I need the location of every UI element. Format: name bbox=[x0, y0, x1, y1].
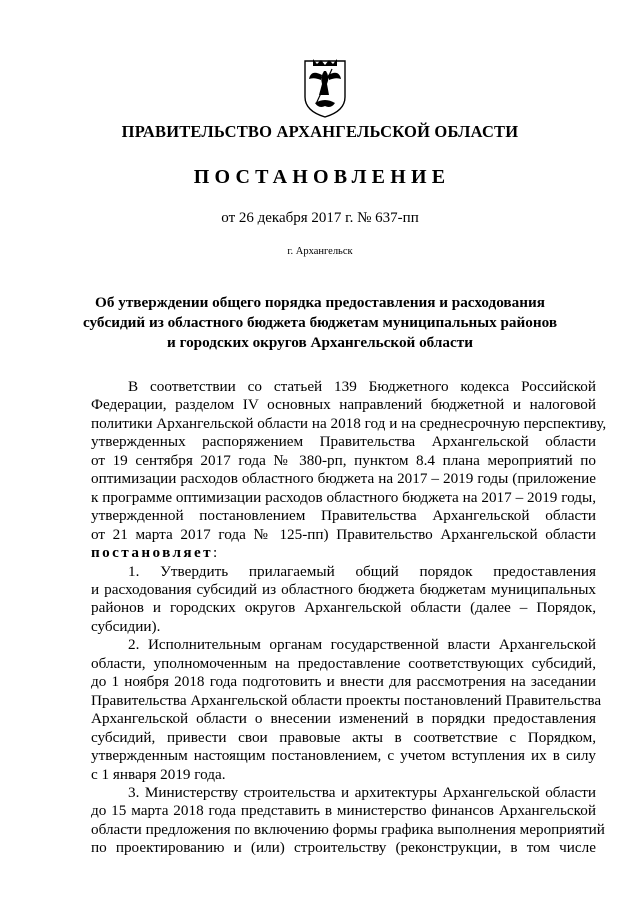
document-title bbox=[0, 293, 640, 353]
text-line: Архангельской области о внесении изменений в порядки предоставления bbox=[91, 710, 596, 728]
text-line: 1. Утвердить прилагаемый общий порядок предоставления bbox=[128, 562, 596, 580]
text-line: к программе оптимизации расходов областного бюджета на 2017 – 2019 годы, bbox=[91, 488, 596, 506]
title-line: Об утверждении общего порядка предоставления и расходования bbox=[95, 294, 545, 311]
text-line: области предложения по включению формы графика выполнения мероприятий bbox=[91, 820, 605, 838]
text-line: от 19 сентября 2017 года № 380-рп, пунктом 8.4 плана мероприятий по bbox=[91, 451, 596, 469]
text-line: и расходования субсидий из областного бюджета бюджетам муниципальных bbox=[91, 580, 596, 598]
text-line: до 1 ноября 2018 года подготовить и внести для рассмотрения на заседании bbox=[91, 673, 596, 691]
paragraph-1 bbox=[91, 563, 596, 637]
arkhangelsk-coat-of-arms-icon bbox=[302, 57, 348, 119]
document-body bbox=[91, 378, 607, 858]
text-line: Федерации, разделом IV основных направлений бюджетной и налоговой bbox=[91, 396, 596, 414]
paragraph-2 bbox=[91, 636, 602, 784]
text-line: по проектированию и (или) строительству (реконструкции, в том числе bbox=[91, 839, 596, 857]
government-name: ПРАВИТЕЛЬСТВО АРХАНГЕЛЬСКОЙ ОБЛАСТИ bbox=[121, 122, 519, 141]
text-line: утвержденной постановлением Правительства Архангельской области bbox=[91, 507, 596, 525]
paragraph-preamble bbox=[91, 378, 607, 563]
text-line: области, уполномоченным на предоставление соответствующих субсидий, bbox=[91, 654, 596, 672]
text-line: субсидии). bbox=[91, 617, 161, 635]
document-date-number: от 26 декабря 2017 г. № 637-пп bbox=[221, 210, 419, 226]
resolves-line bbox=[91, 544, 596, 562]
title-line: субсидий из областного бюджета бюджетам муниципальных районов bbox=[82, 314, 558, 331]
text-line: до 15 марта 2018 года представить в министерство финансов Архангельской bbox=[91, 802, 596, 820]
text-line: субсидий, привести свои правовые акты в соответствие с Порядком, bbox=[91, 728, 596, 746]
document-city: г. Архангельск bbox=[287, 246, 353, 257]
paragraph-3 bbox=[91, 783, 605, 858]
title-line: и городских округов Архангельской области bbox=[167, 334, 473, 351]
text-line: от 21 марта 2017 года № 125-пп) Правительство Архангельской области bbox=[91, 525, 596, 543]
text-line: с 1 января 2019 года. bbox=[91, 765, 226, 783]
text-line: утвержденным настоящим постановлением, с учетом вступления их в силу bbox=[91, 747, 596, 765]
text-line: политики Архангельской области на 2018 год и на среднесрочную перспективу, bbox=[91, 414, 607, 432]
resolves-colon: : bbox=[213, 544, 218, 562]
text-line: Правительства Архангельской области проекты постановлений Правительства bbox=[91, 691, 602, 709]
text-line: утвержденных распоряжением Правительства Архангельской области bbox=[91, 433, 596, 451]
document-type: ПОСТАНОВЛЕНИЕ bbox=[193, 166, 451, 188]
text-line: районов и городских округов Архангельской области (далее – Порядок, bbox=[91, 599, 596, 617]
text-line: оптимизации расходов областного бюджета на 2017 – 2019 годы (приложение bbox=[91, 470, 596, 488]
text-line: В соответствии со статьей 139 Бюджетного кодекса Российской bbox=[128, 378, 596, 395]
resolves-word: постановляет bbox=[91, 544, 214, 562]
text-line: 2. Исполнительным органам государственной власти Архангельской bbox=[128, 636, 596, 654]
text-line: 3. Министерству строительства и архитектуры Архангельской области bbox=[128, 783, 596, 801]
